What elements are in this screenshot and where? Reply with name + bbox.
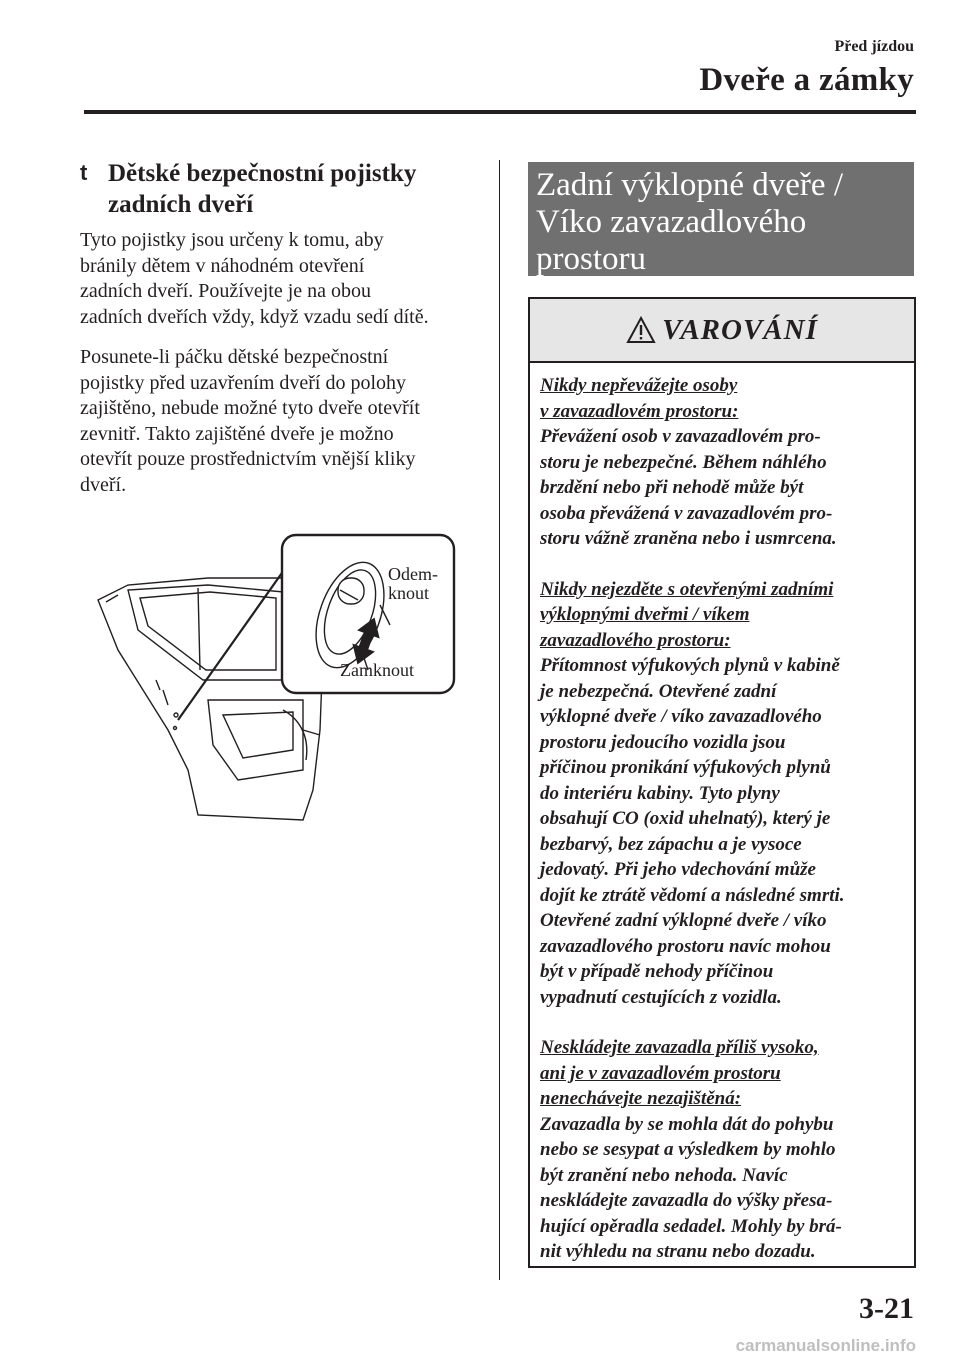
warning-text-line: obsahují CO (oxid uhelnatý), který je: [540, 808, 831, 829]
warning-text-line: storu vážně zraněna nebo i usmrcena.: [540, 528, 837, 549]
warning-text-line: zavazadlového prostoru navíc mohou: [540, 935, 831, 957]
warning-text-line: storu je nebezpečné. Během náhlého: [540, 451, 827, 473]
section-bullet-icon: t: [80, 160, 88, 185]
warning-text-line: Přítomnost výfukových plynů v kabině: [540, 655, 840, 676]
warning-text-line: do interiéru kabiny. Tyto plyny: [540, 782, 780, 804]
text-line: Tyto pojistky jsou určeny k tomu, aby: [80, 229, 384, 251]
warning-text-line: výklopné dveře / víko zavazadlového: [540, 706, 822, 727]
paragraph-operation: [80, 345, 490, 498]
warning-text-line: Otevřené zadní výklopné dveře / víko: [540, 910, 827, 931]
text-line: Posunete-li páčku dětské bezpečnostní: [80, 346, 389, 368]
heading-line: zadních dveří: [108, 191, 254, 218]
warning-heading-line: nenechávejte nezajištěná:: [540, 1088, 742, 1109]
title-line: prostoru: [536, 241, 646, 277]
warning-text-line: neskládejte zavazadla do výšky přesa-: [540, 1190, 833, 1211]
text-line: zevnitř. Takto zajištěné dveře je možno: [80, 422, 394, 445]
warning-heading-line: Nikdy nejezděte s otevřenými zadními: [540, 578, 834, 600]
warning-heading-line: Nikdy nepřevážejte osoby: [540, 375, 738, 396]
label-unlock-line1: Odem-: [388, 564, 438, 584]
label-lock: Zamknout: [340, 660, 414, 680]
warning-heading-line: Neskládejte zavazadla příliš vysoko,: [540, 1037, 819, 1058]
warning-text-line: bezbarvý, bez zápachu a je vysoce: [540, 833, 802, 855]
warning-heading-line: v zavazadlovém prostoru:: [540, 400, 739, 422]
warning-triangle-icon: [626, 316, 656, 344]
warning-title-bar: [530, 299, 914, 363]
watermark: carmanualsonline.info: [735, 1336, 916, 1355]
text-line: dveří.: [80, 473, 127, 496]
warning-heading-line: zavazadlového prostoru:: [540, 629, 731, 651]
warning-heading-line: ani je v zavazadlovém prostoru: [540, 1062, 781, 1084]
child-lock-heading: [108, 158, 488, 220]
text-line: pojistky před uzavřením dveří do polohy: [80, 371, 407, 394]
column-divider: [499, 160, 500, 1280]
text-line: zadních dveří. Používejte je na obou: [80, 280, 372, 302]
warning-text-line: dojít ke ztrátě vědomí a následné smrti.: [540, 884, 845, 906]
block-spacer: [540, 552, 914, 577]
warning-title: VAROVÁNÍ: [662, 313, 818, 346]
warning-text-line: hující opěradla sedadel. Mohly by brá-: [540, 1215, 842, 1237]
warning-text-line: vypadnutí cestujících z vozidla.: [540, 986, 782, 1008]
warning-text-line: jedovatý. Při jeho vdechování může: [540, 859, 816, 880]
warning-heading-line: výklopnými dveřmi / víkem: [540, 604, 750, 625]
paragraph-purpose: [80, 228, 490, 330]
text-line: otevřít pouze prostřednictvím vnější kliky: [80, 448, 416, 470]
warning-text-line: nit výhledu na stranu nebo dozadu.: [540, 1241, 816, 1262]
warning-text-line: nebo se sesypat a výsledkem by mohlo: [540, 1139, 836, 1160]
warning-text-line: být v případě nehody příčinou: [540, 961, 774, 982]
running-header-section: Před jízdou: [834, 38, 914, 55]
title-line: Víko zavazadlového: [536, 204, 807, 240]
text-line: bránily dětem v náhodném otevření: [80, 254, 365, 277]
warning-text-line: brzdění nebo při nehodě může být: [540, 477, 804, 498]
warning-box: [528, 297, 916, 1268]
warning-text-line: je nebezpečná. Otevřené zadní: [540, 680, 777, 702]
page-number: 3-21: [859, 1292, 914, 1325]
door-illustration: [88, 530, 468, 830]
label-unlock-line2: knout: [388, 583, 430, 603]
warning-text-line: prostoru jedoucího vozidla jsou: [540, 731, 786, 753]
warning-body: [530, 363, 914, 1265]
warning-text-line: být zranění nebo nehoda. Navíc: [540, 1164, 788, 1186]
header-rule: [84, 110, 916, 114]
warning-text-line: Převážení osob v zavazadlovém pro-: [540, 426, 821, 447]
warning-text-line: Zavazadla by se mohla dát do pohybu: [540, 1113, 834, 1135]
tailgate-section-title: [528, 162, 914, 276]
block-spacer: [540, 1010, 914, 1035]
text-line: zajištěno, nebude možné tyto dveře otevřít: [80, 397, 420, 419]
warning-text-line: osoba převážená v zavazadlovém pro-: [540, 502, 833, 524]
warning-text-line: příčinou pronikání výfukových plynů: [540, 757, 831, 778]
heading-line: Dětské bezpečnostní pojistky: [108, 160, 417, 187]
text-line: zadních dveřích vždy, když vzadu sedí dítě.: [80, 305, 429, 328]
rear-door-child-lock-illustration: [88, 530, 468, 830]
title-line: Zadní výklopné dveře /: [536, 167, 843, 203]
running-header-chapter: Dveře a zámky: [699, 62, 914, 98]
